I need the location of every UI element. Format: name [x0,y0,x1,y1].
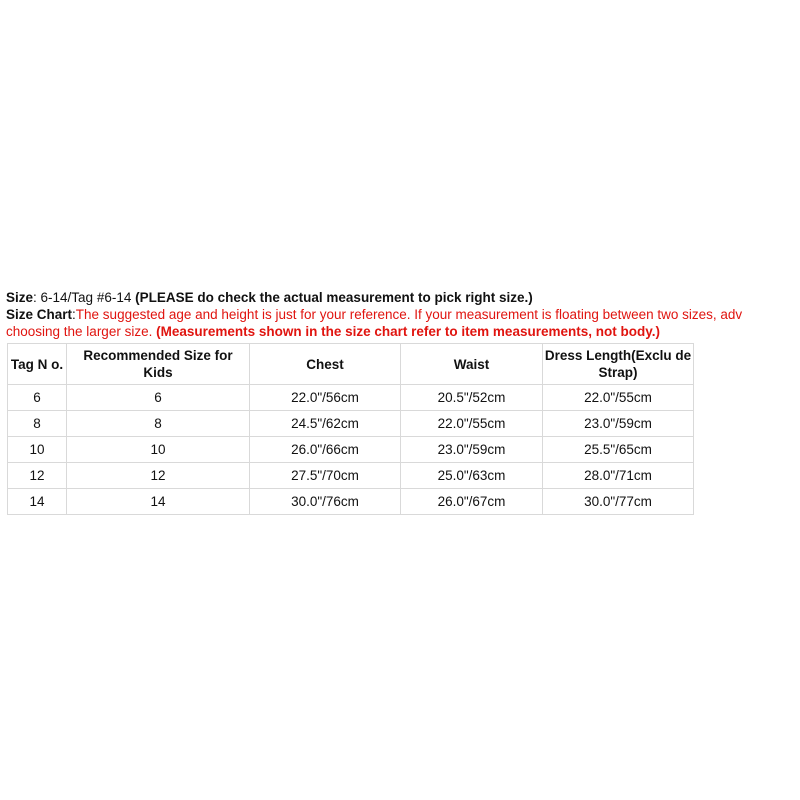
cell-recommended-size: 10 [67,437,250,463]
header-waist: Waist [401,344,543,385]
cell-chest: 26.0"/66cm [250,437,401,463]
cell-waist: 26.0"/67cm [401,489,543,515]
table-row [8,489,694,515]
cell-waist: 25.0"/63cm [401,463,543,489]
cell-waist: 22.0"/55cm [401,411,543,437]
cell-chest: 24.5"/62cm [250,411,401,437]
cell-tag: 8 [8,411,67,437]
cell-dress-length: 22.0"/55cm [543,385,694,411]
header-dress-length: Dress Length(Exclu de Strap) [543,344,694,385]
header-recommended-size: Recommended Size for Kids [67,344,250,385]
cell-chest: 30.0"/76cm [250,489,401,515]
table-row [8,411,694,437]
cell-tag: 10 [8,437,67,463]
size-chart-line-2 [6,323,800,340]
cell-dress-length: 23.0"/59cm [543,411,694,437]
table-row [8,385,694,411]
size-chart-note: The suggested age and height is just for your reference. If your measurement is floating between two sizes, adv [75,307,743,322]
size-chart-note-cont: choosing the larger size. [6,324,157,339]
size-colon: : [33,290,41,305]
cell-waist: 20.5"/52cm [401,385,543,411]
cell-recommended-size: 12 [67,463,250,489]
size-chart-table [7,343,694,515]
cell-recommended-size: 8 [67,411,250,437]
cell-dress-length: 30.0"/77cm [543,489,694,515]
cell-waist: 23.0"/59cm [401,437,543,463]
cell-recommended-size: 14 [67,489,250,515]
cell-dress-length: 28.0"/71cm [543,463,694,489]
cell-dress-length: 25.5"/65cm [543,437,694,463]
size-note: (PLEASE do check the actual measurement to pick right size.) [135,290,533,305]
table-row [8,437,694,463]
cell-tag: 14 [8,489,67,515]
size-line [6,289,800,306]
size-chart-label: Size Chart [6,307,73,322]
cell-chest: 22.0"/56cm [250,385,401,411]
cell-tag: 6 [8,385,67,411]
cell-recommended-size: 6 [67,385,250,411]
table-header-row [8,344,694,385]
table-row [8,463,694,489]
size-chart-line [6,306,800,323]
cell-tag: 12 [8,463,67,489]
header-tag-no: Tag N o. [8,344,67,385]
size-label: Size [6,290,34,305]
measurement-note: (Measurements shown in the size chart refer to item measurements, not body.) [156,324,660,339]
header-chest: Chest [250,344,401,385]
cell-chest: 27.5"/70cm [250,463,401,489]
size-value: 6-14/Tag #6-14 [40,290,136,305]
size-chart-colon: : [72,307,76,322]
size-description [6,289,800,340]
